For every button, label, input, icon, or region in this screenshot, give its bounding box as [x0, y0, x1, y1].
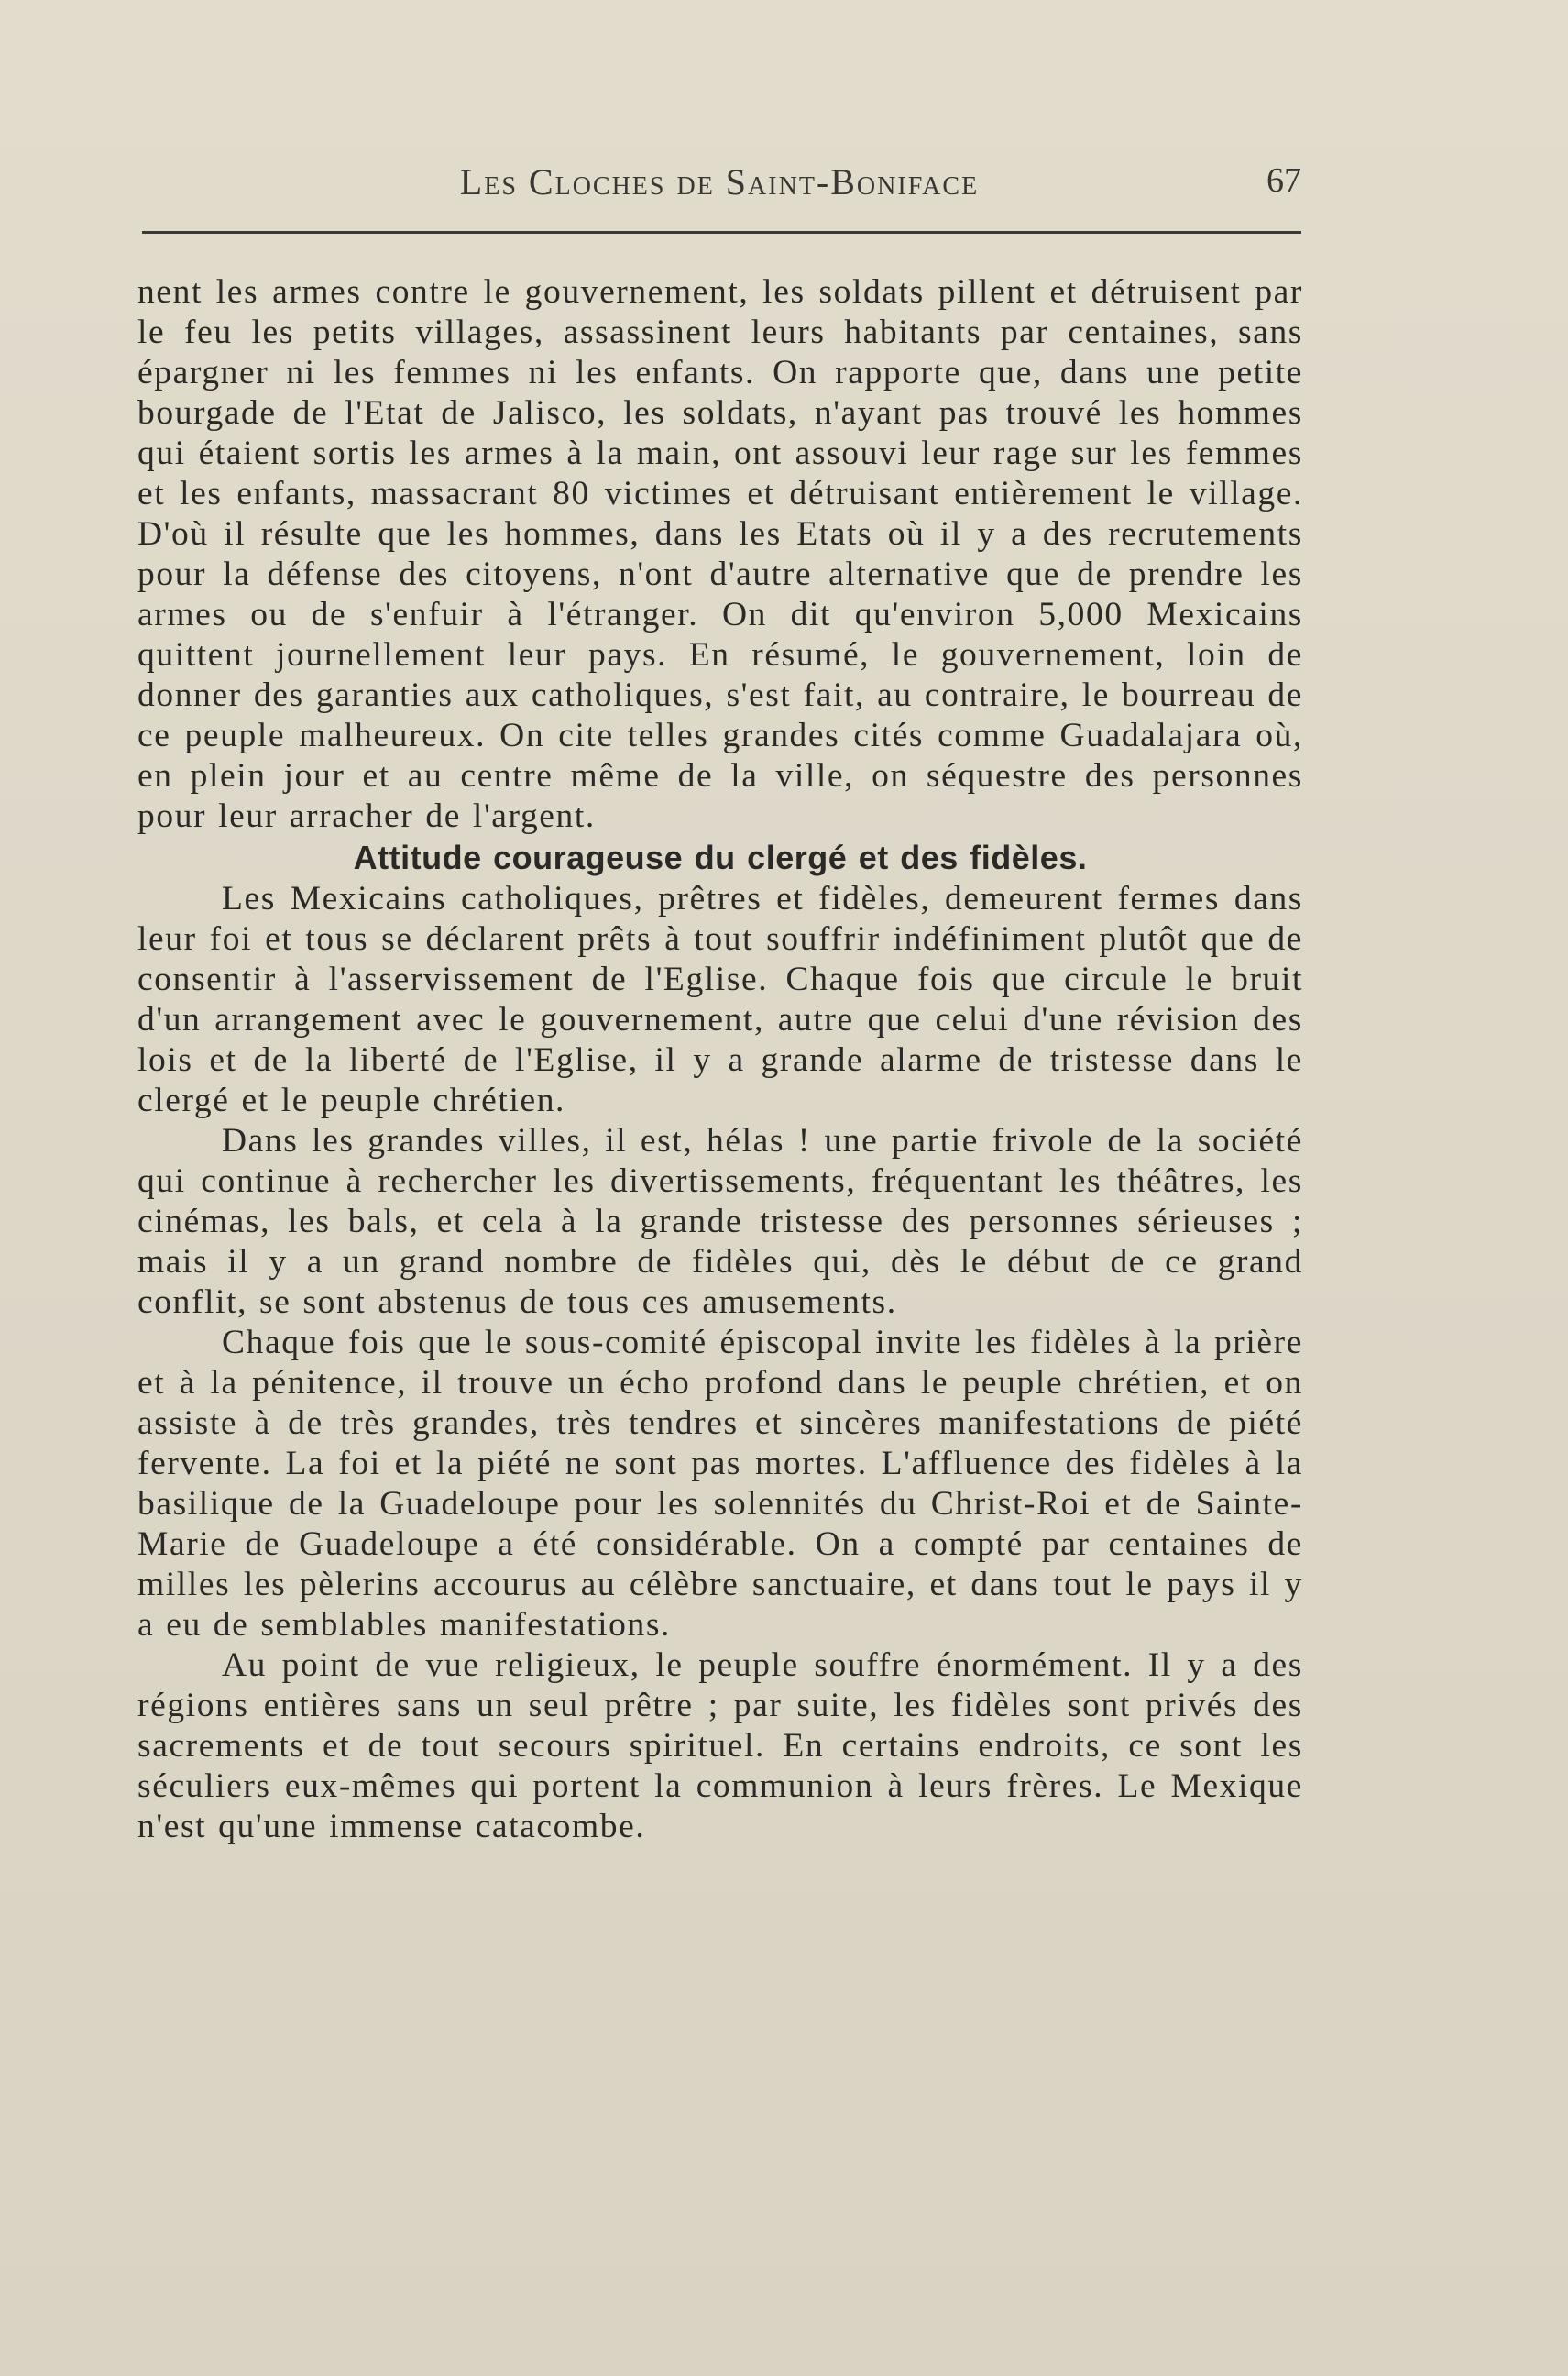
- paragraph: Les Mexicains catholiques, prêtres et fidèles, demeurent fermes dans leur foi et tous se déclarent prêts à tout souffrir indéfiniment plutôt que de consentir à l'asservissement de l'Eglise. Chaque fois que circule le bruit d'un arrangement avec le gouvernement, autre que celui d'une révision des lois et de la liberté de l'Eglise, il y a grande alarme de tristesse dans le clergé et le peuple chrétien.: [137, 880, 1303, 1119]
- paragraph: Dans les grandes villes, il est, hélas ! une partie frivole de la société qui continue à rechercher les divertissements, fréquentant les théâtres, les cinémas, les bals, et cela à la grande tristesse des personnes sérieuses ; mais il y a un grand nombre de fidèles qui, dès le début de ce grand conflit, se sont abstenus de tous ces amusements.: [137, 1122, 1303, 1321]
- paragraph-continued: nent les armes contre le gouvernement, les soldats pillent et détruisent par le feu les petits villages, assassinent leurs habitants par centaines, sans épargner ni les femmes ni les enfants. On rapporte que, dans une petite bourgade de l'Etat de Jalisco, les soldats, n'ayant pas trouvé les hommes qui étaient sortis les armes à la main, ont assouvi leur rage sur les femmes et les enfants, massacrant 80 victimes et détruisant entièrement le village. D'où il résulte que les hommes, dans les Etats où il y a des recrutements pour la défense des citoyens, n'ont d'autre alternative que de prendre les armes ou de s'enfuir à l'étranger. On dit qu'environ 5,000 Mexicains quittent journellement leur pays. En résumé, le gouvernement, loin de donner des garanties aux catholiques, s'est fait, au contraire, le bourreau de ce peuple malheureux. On cite telles grandes cités comme Guadalajara où, en plein jour et au centre même de la ville, on séquestre des personnes pour leur arracher de l'argent.: [137, 273, 1303, 835]
- body-text: [137, 272, 1303, 1847]
- section-heading: Attitude courageuse du clergé et des fidèles.: [353, 839, 1088, 876]
- running-title: Les Cloches de Saint-Boniface: [459, 161, 980, 203]
- paragraph: Au point de vue religieux, le peuple souffre énormément. Il y a des régions entières sans un seul prêtre ; par suite, les fidèles sont privés des sacrements et de tout secours spirituel. En certains endroits, ce sont les séculiers eux-mêmes qui portent la communion à leurs frères. Le Mexique n'est qu'une immense catacombe.: [137, 1646, 1303, 1845]
- paragraph: Chaque fois que le sous-comité épiscopal invite les fidèles à la prière et à la pénitence, il trouve un écho profond dans le peuple chrétien, et on assiste à de très grandes, très tendres et sincères manifestations de piété fervente. La foi et la piété ne sont pas mortes. L'affluence des fidèles à la basilique de la Guadeloupe pour les solennités du Christ-Roi et de Sainte-Marie de Guadeloupe a été considérable. On a compté par centaines de milles les pèlerins accourus au célèbre sanctuaire, et dans tout le pays il y a eu de semblables manifestations.: [137, 1324, 1303, 1644]
- header-rule: [142, 231, 1301, 234]
- page-number: 67: [1266, 161, 1301, 200]
- page-header: [137, 160, 1301, 206]
